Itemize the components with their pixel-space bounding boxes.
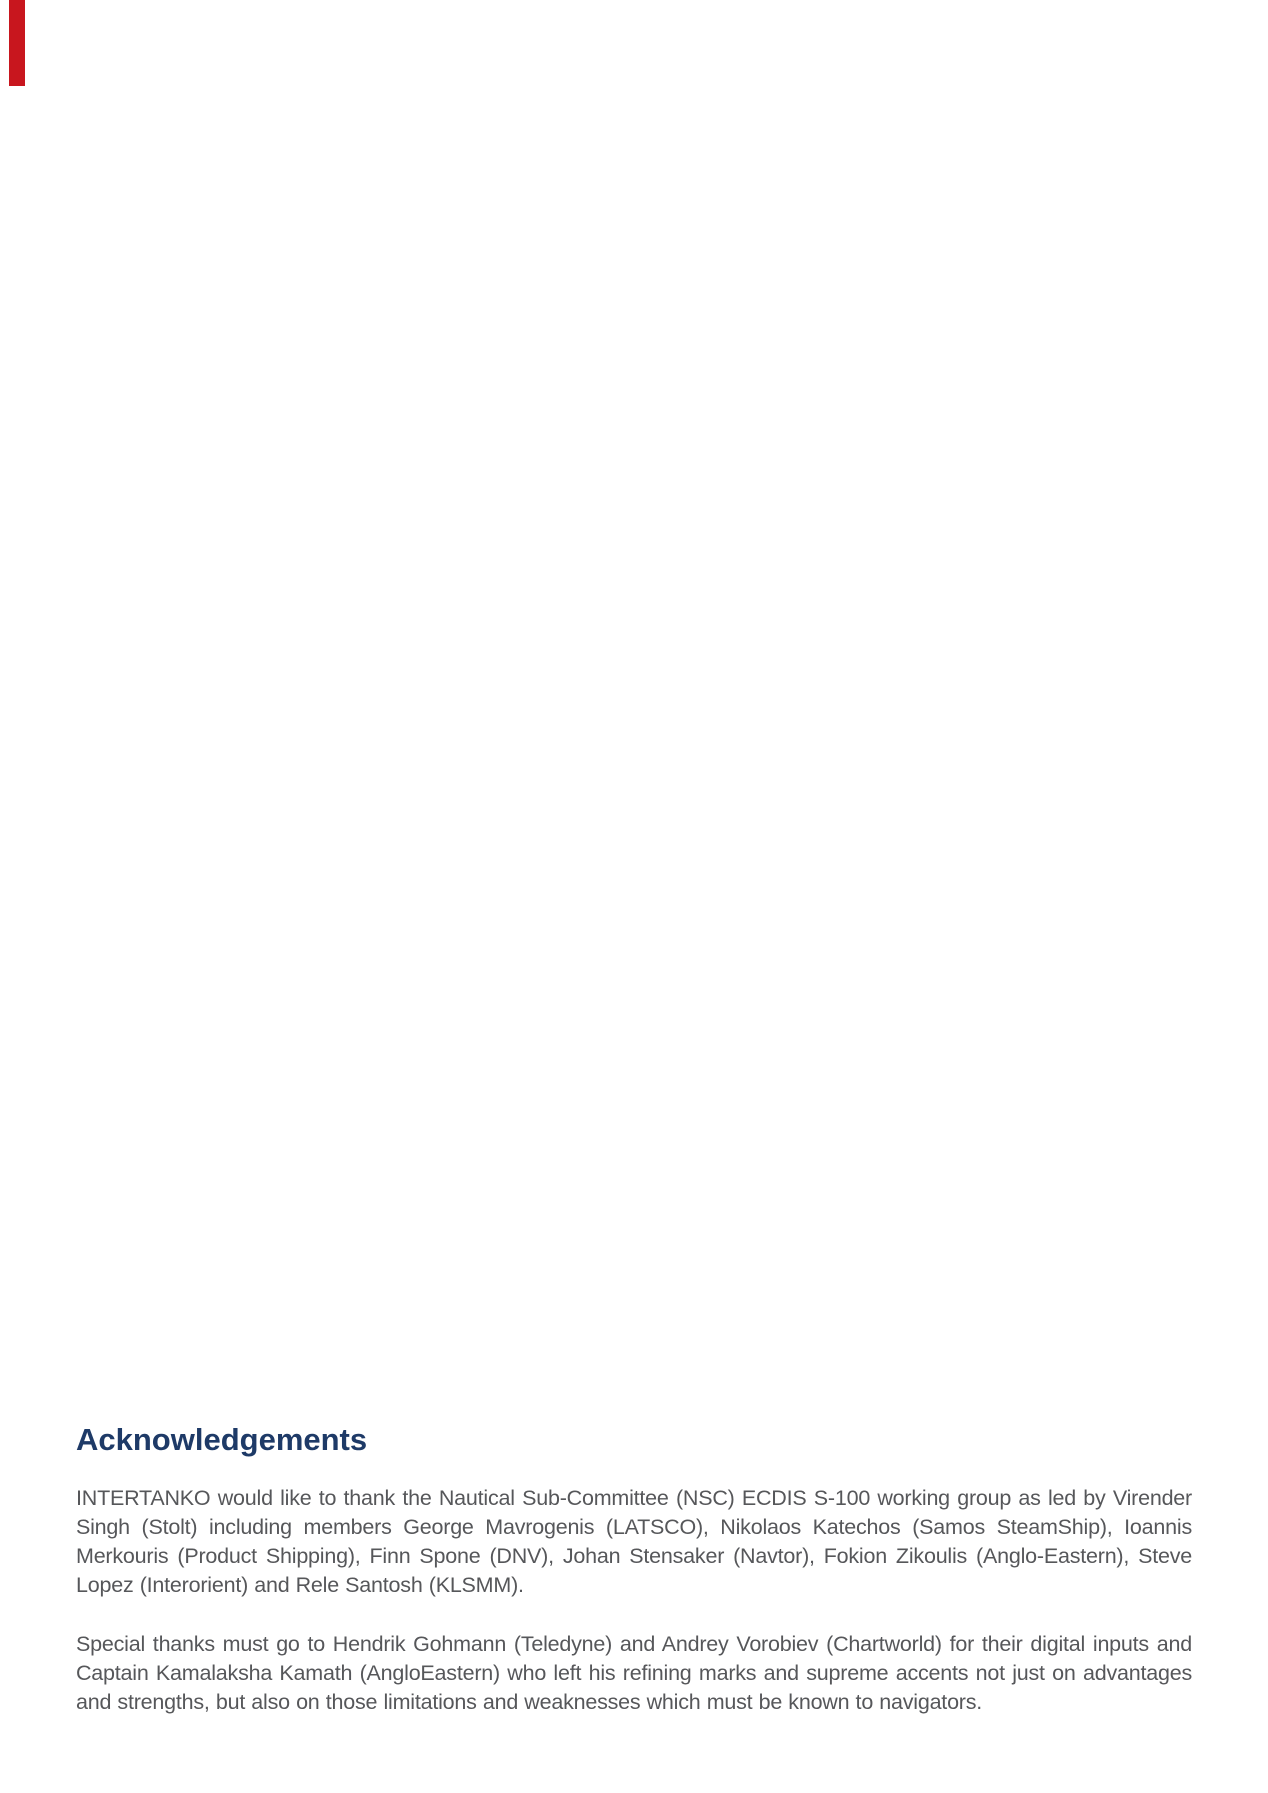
acknowledgements-paragraph-1: INTERTANKO would like to thank the Nautical Sub-Committee (NSC) ECDIS S-100 working group as led by Virender Singh (Stolt) including members George Mavrogenis (LATSCO), Nikolaos Katechos (Samos SteamShip), Ioannis Merkouris (Product Shipping), Finn Spone (DNV), Johan Stensaker (Navtor), Fokion Zikoulis (Anglo-Eastern), Steve Lopez (Interorient) and Rele Santosh (KLSMM). (76, 1486, 1192, 1597)
acknowledgements-section (76, 1421, 1192, 1717)
acknowledgements-paragraph-2: Special thanks must go to Hendrik Gohmann (Teledyne) and Andrey Vorobiev (Chartworld) for their digital inputs and Captain Kamalaksha Kamath (AngloEastern) who left his refining marks and supreme accents not just on advantages and strengths, but also on those limitations and weaknesses which must be known to navigators. (76, 1632, 1192, 1714)
page-edge-red-tab (9, 0, 25, 86)
page-title: Acknowledgements (76, 1422, 368, 1457)
